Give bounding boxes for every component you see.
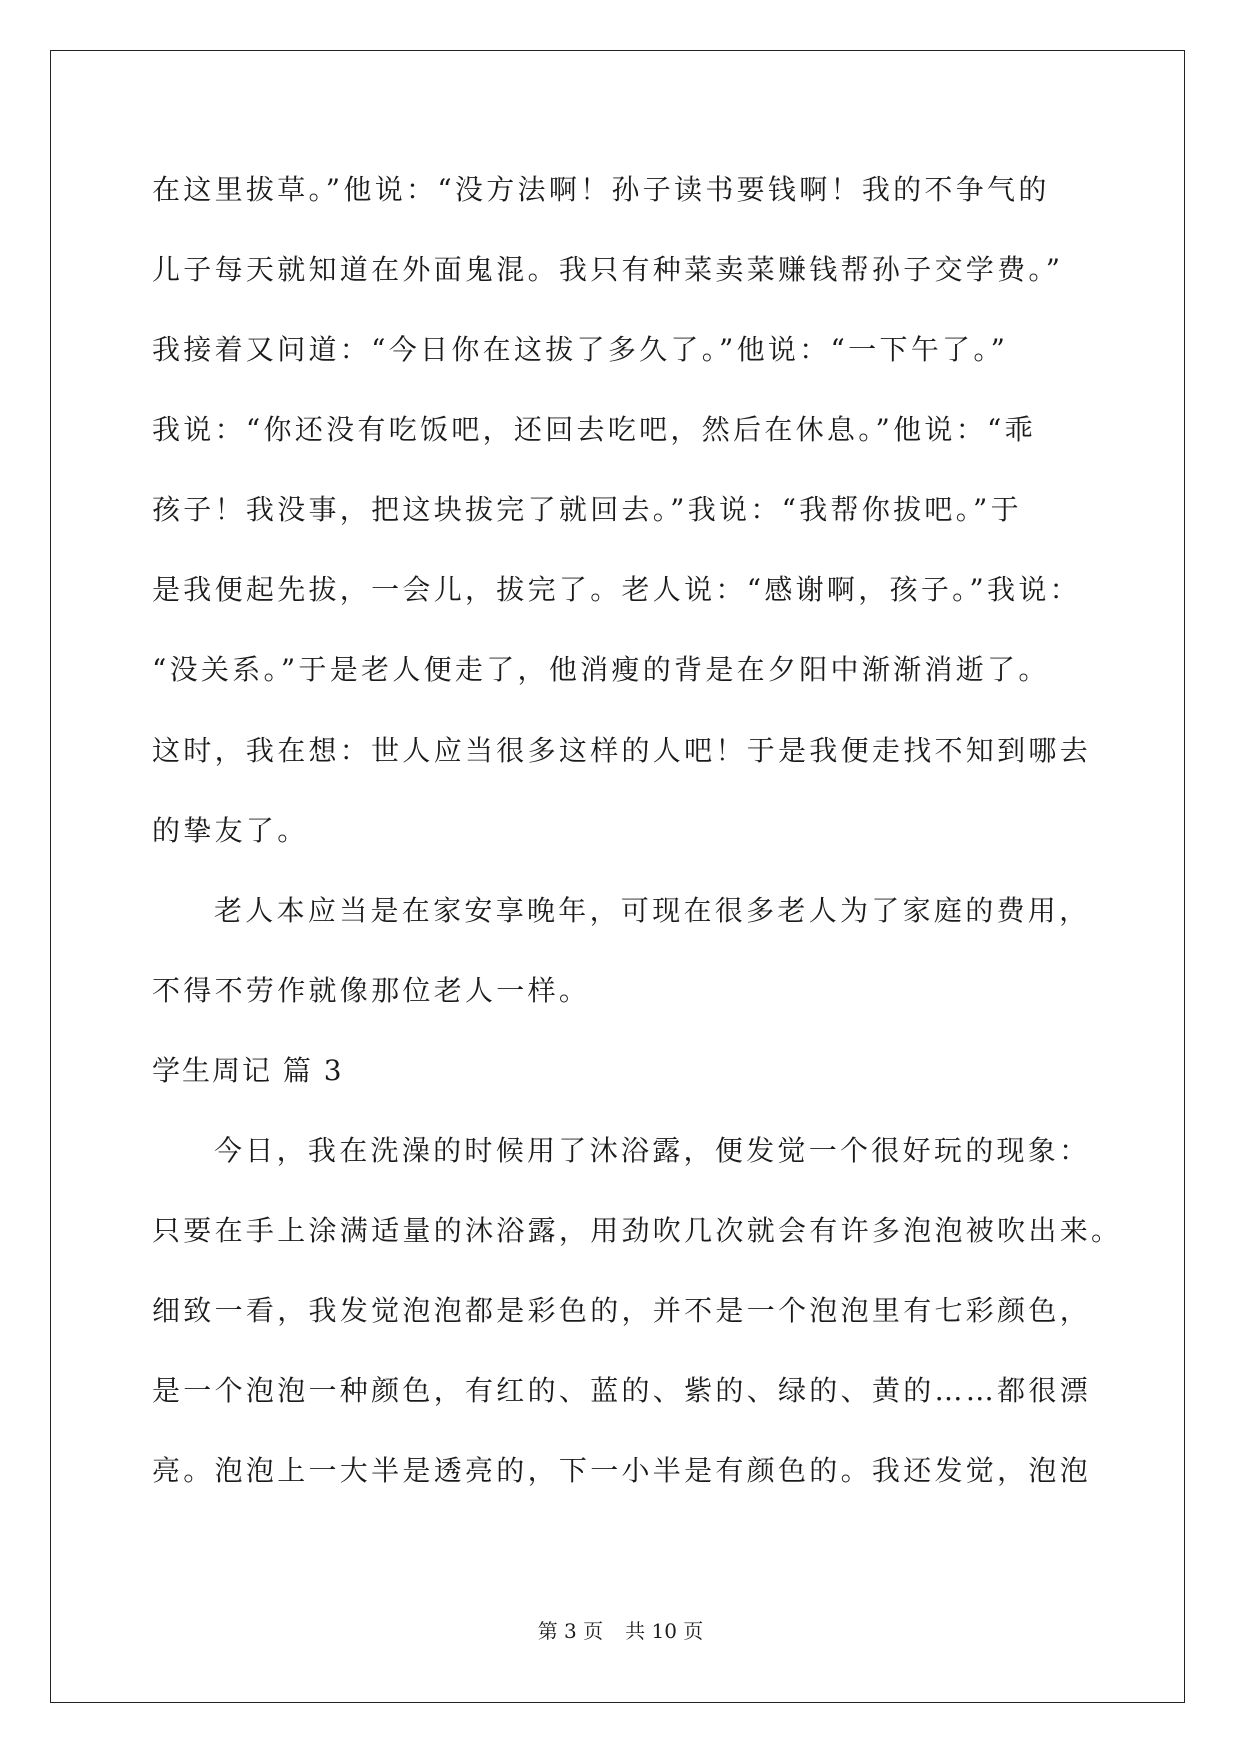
text-line: 我说：“你还没有吃饭吧，还回去吃吧，然后在休息。”他说：“乖 [152, 413, 1036, 446]
page-footer [0, 1618, 1241, 1644]
text-line: 不得不劳作就像那位老人一样。 [152, 974, 591, 1007]
text-line: 在这里拔草。”他说：“没方法啊！孙子读书要钱啊！我的不争气的 [152, 173, 1050, 206]
section-heading: 学生周记 篇 3 [152, 1054, 344, 1087]
page-number: 第 3 页 [537, 1619, 604, 1643]
text-line: 是一个泡泡一种颜色，有红的、蓝的、紫的、绿的、黄的……都很漂 [152, 1374, 1092, 1407]
text-line: 孩子！我没事，把这块拔完了就回去。”我说：“我帮你拔吧。”于 [152, 493, 1022, 526]
text-line: 这时，我在想：世人应当很多这样的人吧！于是我便走找不知到哪去 [152, 734, 1092, 767]
text-line: 我接着又问道：“今日你在这拔了多久了。”他说：“一下午了。” [152, 333, 1009, 366]
text-line: 细致一看，我发觉泡泡都是彩色的，并不是一个泡泡里有七彩颜色， [152, 1294, 1092, 1327]
paragraph-start-line: 今日，我在洗澡的时候用了沐浴露，便发觉一个很好玩的现象： [214, 1134, 1091, 1167]
text-line: “没关系。”于是老人便走了，他消瘦的背是在夕阳中渐渐消逝了。 [152, 653, 1050, 686]
text-line: 儿子每天就知道在外面鬼混。我只有种菜卖菜赚钱帮孙子交学费。” [152, 253, 1064, 286]
text-line: 的挚友了。 [152, 814, 309, 847]
paragraph-start-line: 老人本应当是在家安享晚年，可现在很多老人为了家庭的费用， [214, 894, 1091, 927]
page-total: 共 10 页 [625, 1619, 704, 1643]
text-line: 是我便起先拔，一会儿，拔完了。老人说：“感谢啊，孩子。”我说： [152, 573, 1081, 606]
text-line: 只要在手上涂满适量的沐浴露，用劲吹几次就会有许多泡泡被吹出来。 [152, 1214, 1123, 1247]
text-line: 亮。泡泡上一大半是透亮的，下一小半是有颜色的。我还发觉，泡泡 [152, 1454, 1092, 1487]
